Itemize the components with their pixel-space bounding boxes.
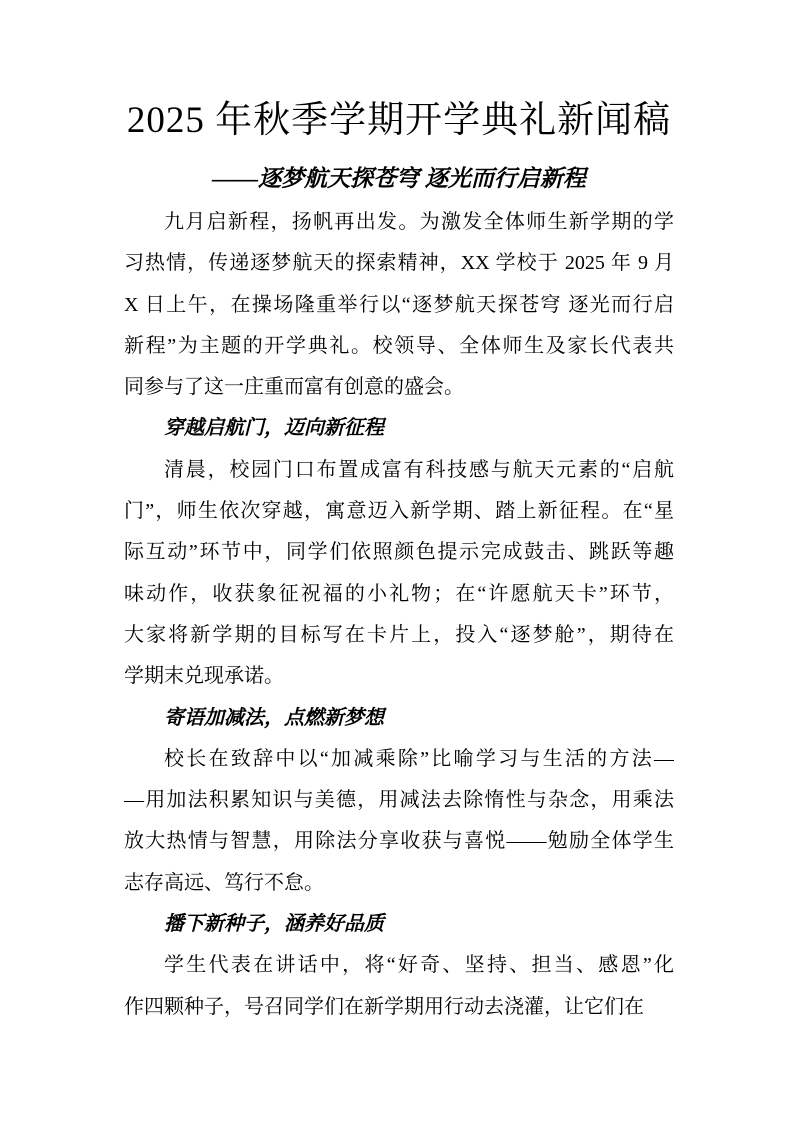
paragraph-line: 味动作，收获象征祝福的小礼物；在“许愿航天卡”环节， [124, 582, 674, 605]
document-title: 2025 年秋季学期开学典礼新闻稿 [126, 100, 672, 141]
paragraph-line: 际互动”环节中，同学们依照颜色提示完成鼓击、跳跃等趣 [124, 541, 674, 564]
document-subtitle: ——逐梦航天探苍穹 逐光而行启新程 [212, 166, 586, 191]
paragraph-line: 门”，师生依次穿越，寓意迈入新学期、踏上新征程。在“星 [124, 500, 674, 523]
section-heading: 穿越启航门，迈向新征程 [164, 417, 384, 440]
paragraph-line: 放大热情与智慧，用除法分享收获与喜悦——勉励全体学生 [124, 830, 674, 853]
paragraph-line: —用加法积累知识与美德，用减法去除惰性与杂念，用乘法 [124, 789, 674, 812]
paragraph-line: 九月启新程，扬帆再出发。为激发全体师生新学期的学 [164, 211, 674, 233]
paragraph-line: 作四颗种子，号召同学们在新学期用行动去浇灌，让它们在 [124, 995, 644, 1018]
paragraph-line: X 日上午，在操场隆重举行以“逐梦航天探苍穹 逐光而行启 [124, 293, 674, 316]
paragraph-line: 志存高远、笃行不怠。 [124, 871, 324, 894]
paragraph-line: 同参与了这一庄重而富有创意的盛会。 [124, 376, 464, 399]
paragraph-line: 校长在致辞中以“加减乘除”比喻学习与生活的方法— [164, 747, 674, 770]
paragraph-line: 大家将新学期的目标写在卡片上，投入“逐梦舱”，期待在 [124, 623, 674, 646]
paragraph-line: 习热情，传递逐梦航天的探索精神，XX 学校于 2025 年 9 月 [124, 252, 674, 275]
paragraph-line: 清晨，校园门口布置成富有科技感与航天元素的“启航 [164, 458, 674, 481]
section-heading: 寄语加减法，点燃新梦想 [164, 706, 384, 729]
document-body [124, 202, 674, 1028]
paragraph-line: 学期末兑现承诺。 [124, 665, 284, 688]
paragraph-line: 学生代表在讲话中，将“好奇、坚持、担当、感恩”化 [164, 954, 674, 977]
section-heading: 播下新种子，涵养好品质 [164, 913, 384, 936]
paragraph-line: 新程”为主题的开学典礼。校领导、全体师生及家长代表共 [124, 334, 674, 357]
